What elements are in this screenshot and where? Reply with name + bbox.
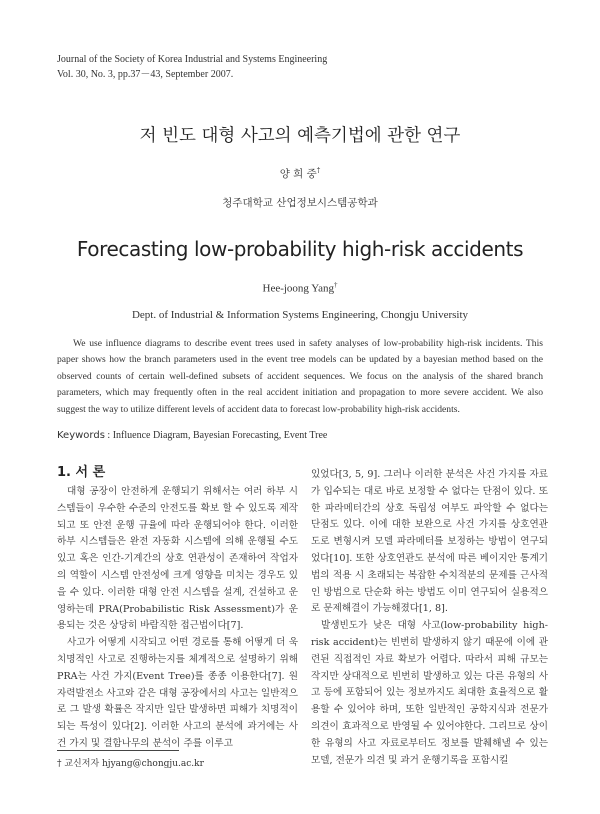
- paragraph: 대형 공장이 안전하게 운행되기 위해서는 여러 하부 시스템들이 우수한 수준의 안전도를 확보 할 수 있도록 제작되고 또 안전 운행 규율에 따라 운행되어야 한다. 이러한 하부 시스템들은 완전 자동화 시스템에 의해 운행될 수도 있고 혹은 인간-기계간의 상호 연관성이 존재하여 작업자의 역할이 시스템 안전성에 크게 영향을 미치는 경우도 있을 수 있다. 이러한 대형 안전 시스템을 설계, 건설하고 운영하는데 PRA(Probabilistic Risk Assessment)가 운용되는 것은 상당히 바람직한 접근법이다[7].: [57, 486, 298, 632]
- author-korean: [0, 166, 600, 181]
- section-heading: 1. 서 론: [57, 465, 106, 480]
- footnote: [57, 756, 204, 769]
- journal-citation: [57, 52, 327, 82]
- footnote-text: 교신저자 hjyang@chongju.ac.kr: [61, 759, 204, 769]
- author-english: [0, 281, 600, 295]
- paragraph: 있었다[3, 5, 9]. 그러나 이러한 분석은 사건 가지를 자료가 입수되는 대로 바로 보정할 수 없다는 단점이 있다. 또한 파라메터간의 상호 독립성 여부도 파악할 수 없다는 단점도 있다. 이에 대한 보완으로 사건 가지를 상호연관도로 변형시켜 모델 파라메터를 보정하는 방법이 연구되었다[10]. 또한 상호연관도 분석에 따른 베이지안 통계기법의 적용 시 초래되는 복잡한 수치적분의 문제를 근사적인 방법으로 단순화 하는 방법도 이미 연구되어 실용적으로 문제해결이 가능해졌다[1, 8].: [311, 469, 548, 615]
- right-column: [311, 467, 548, 769]
- keywords-text: : Influence Diagram, Bayesian Forecasting, Event Tree: [104, 430, 328, 441]
- paragraph: 사고가 어떻게 시작되고 어떤 경로를 통해 어떻게 더 욱 치명적인 사고로 진행하는지를 체계적으로 설명하기 위해 PRA는 사건 가지(Event Tree)를 종종 이용한다[7]. 원자력발전소 사고와 같은 대형 공장에서의 사고는 일반적으로 그 발생 확률은 작지만 일단 발생하면 피해가 치명적이 되는 특성이 있다[2]. 이러한 사고의 분석에 과거에는 사건 가지 및 결함나무의 분석이 주를 이루고: [57, 637, 298, 749]
- journal-volume: Vol. 30, No. 3, pp.37－43, September 2007.: [57, 69, 234, 80]
- paper-title-korean: 저 빈도 대형 사고의 예측기법에 관한 연구: [139, 126, 461, 146]
- paragraph: 발생빈도가 낮은 대형 사고(low-probability high-risk accident)는 빈번히 발생하지 않기 때문에 이에 관련된 직접적인 자료 확보가 어렵다. 따라서 피해 규모는 작지만 상대적으로 빈번히 발생하고 있는 다른 유형의 사고 등에 포함되어 있는 정보까지도 최대한 효율적으로 활용할 수 있어야 하며, 또한 일반적인 공학지식과 전문가의견이 효과적으로 반영될 수 있어야한다. 그리므로 상이한 유형의 사고 자료로부터도 정보를 발췌해낼 수 있는 모델, 전문가 의견 및 과거 운행기록을 포함시킬: [311, 620, 548, 766]
- paper-title-english: Forecasting low-probability high-risk accidents: [76, 237, 524, 261]
- keywords-label: Keywords: [57, 430, 105, 441]
- footnote-divider: [57, 750, 179, 751]
- author-mark-en: †: [334, 281, 338, 289]
- affiliation-english: Dept. of Industrial & Information Systems Engineering, Chongju University: [131, 309, 469, 321]
- author-korean-name: 양 희 중: [279, 168, 317, 180]
- left-column: [57, 484, 298, 753]
- author-mark: †: [316, 166, 321, 175]
- affiliation-korean: 청주대학교 산업정보시스템공학과: [222, 197, 378, 209]
- keywords: [57, 430, 327, 441]
- journal-name: Journal of the Society of Korea Industrial and Systems Engineering: [57, 54, 328, 65]
- author-english-name: Hee-joong Yang: [262, 282, 334, 295]
- footnote-mark: †: [57, 759, 62, 769]
- abstract: We use influence diagrams to describe event trees used in safety analyses of low-probability high-risk incidents. This paper shows how the branch parameters used in the event tree models can be updated by a bayesian method based on the observed counts of certain well-defined subsets of accident sequences. We focus on the analysis of the shared branch parameters, which may frequently often in the real accident initiation and propagation to more severe accident. We also suggest the way to utilize different levels of accident data to forecast low-probability high-risk accidents.: [57, 338, 543, 415]
